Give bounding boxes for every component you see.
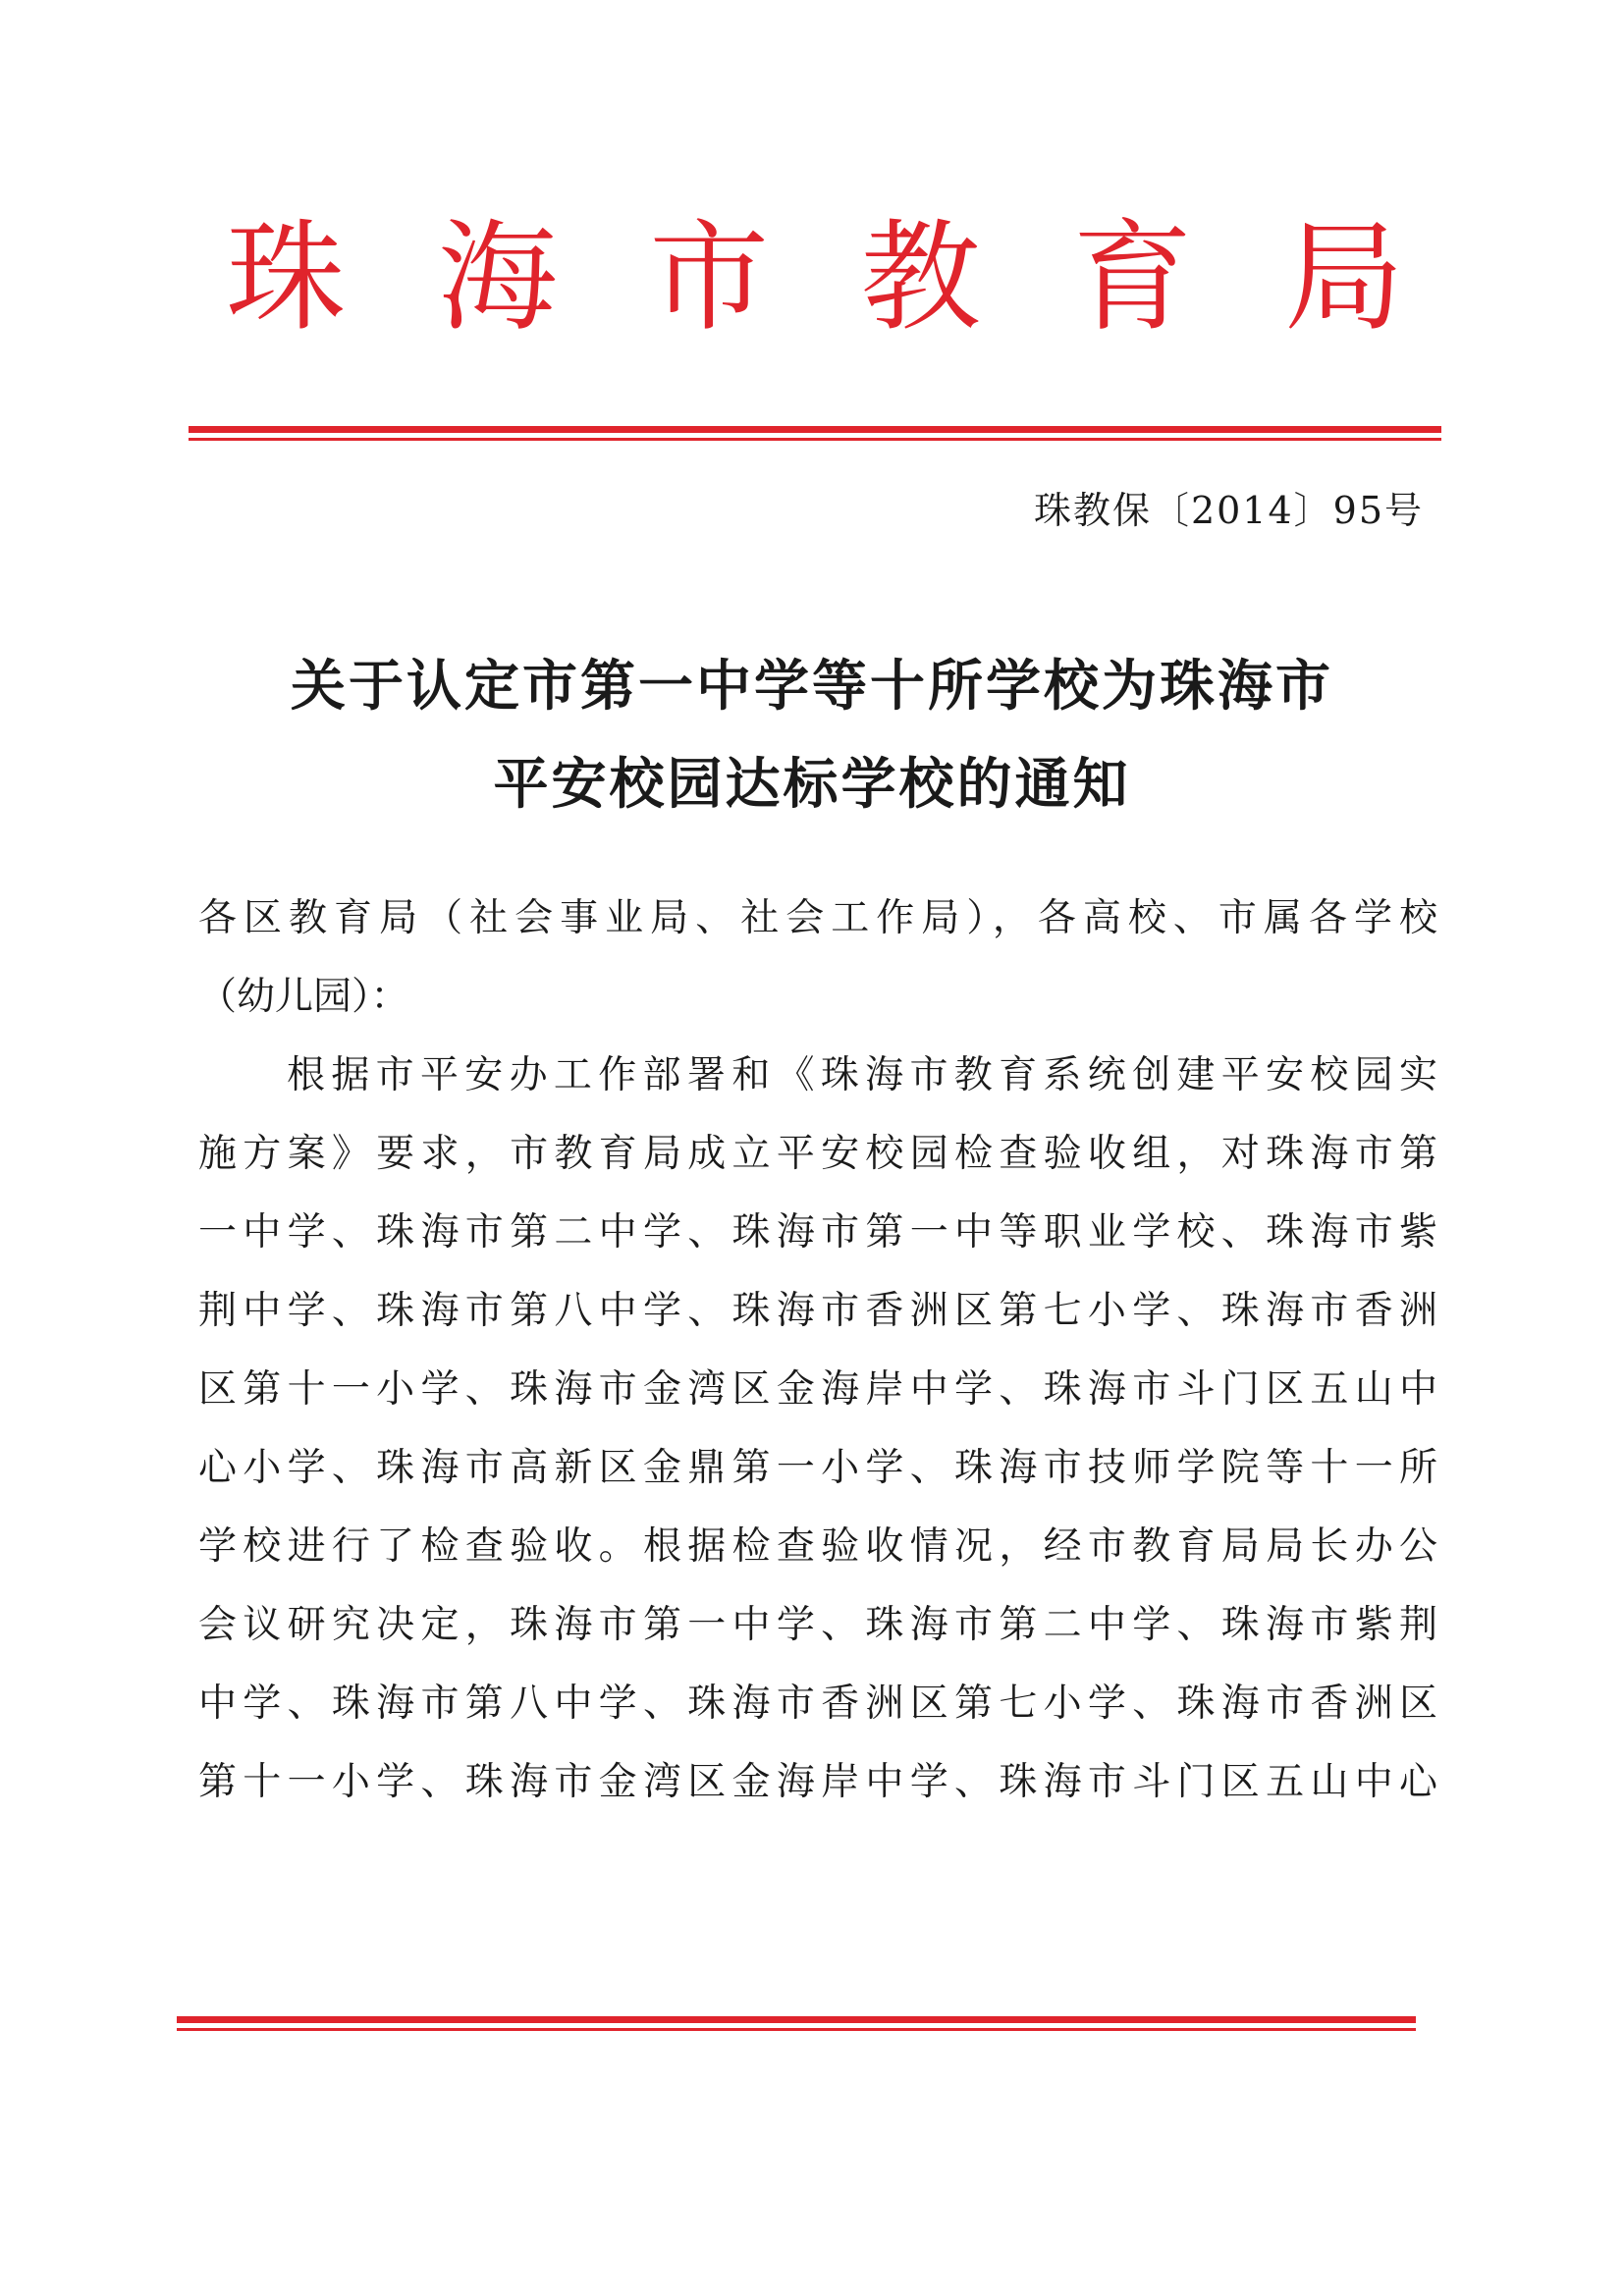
paragraph-line: 第十一小学、珠海市金湾区金海岸中学、珠海市斗门区五山中心: [198, 1760, 1437, 1804]
paragraph-line: 会议研究决定，珠海市第一中学、珠海市第二中学、珠海市紫荆: [198, 1603, 1437, 1647]
paragraph-line: 心小学、珠海市高新区金鼎第一小学、珠海市技师学院等十一所: [198, 1446, 1437, 1490]
masthead-char: 育: [1072, 208, 1193, 347]
masthead-char: 教: [860, 208, 981, 347]
issuing-authority-masthead: [226, 208, 1404, 347]
paragraph-line: 区第十一小学、珠海市金湾区金海岸中学、珠海市斗门区五山中: [198, 1367, 1437, 1412]
document-title-line-2: 平安校园达标学校的通知: [493, 753, 1131, 817]
addressee-line: 各区教育局（社会事业局、社会工作局），各高校、市属各学校: [198, 896, 1437, 940]
paragraph-line: 中学、珠海市第八中学、珠海市香洲区第七小学、珠海市香洲区: [198, 1682, 1437, 1726]
masthead-char: 市: [649, 208, 770, 347]
red-rule-thick: [189, 426, 1441, 433]
red-rule-thick: [177, 2016, 1416, 2023]
paragraph-line: 施方案》要求，市教育局成立平安校园检查验收组，对珠海市第: [198, 1132, 1437, 1176]
masthead-char: 海: [437, 208, 558, 347]
masthead-char: 局: [1283, 208, 1404, 347]
paragraph-line: 学校进行了检查验收。根据检查验收情况，经市教育局局长办公: [198, 1524, 1437, 1569]
paragraph-line: 荆中学、珠海市第八中学、珠海市香洲区第七小学、珠海市香洲: [198, 1289, 1437, 1333]
masthead-char: 珠: [226, 208, 346, 347]
paragraph-line: 一中学、珠海市第二中学、珠海市第一中等职业学校、珠海市紫: [198, 1210, 1437, 1255]
paragraph-line: 根据市平安办工作部署和《珠海市教育系统创建平安校园实: [287, 1053, 1437, 1097]
document-title-line-1: 关于认定市第一中学等十所学校为珠海市: [291, 655, 1333, 719]
document-number: 珠教保〔2014〕95号: [1033, 489, 1424, 532]
addressee-line: （幼儿园）：: [198, 975, 409, 1019]
red-rule-thin: [177, 2028, 1416, 2031]
red-rule-thin: [189, 438, 1441, 441]
